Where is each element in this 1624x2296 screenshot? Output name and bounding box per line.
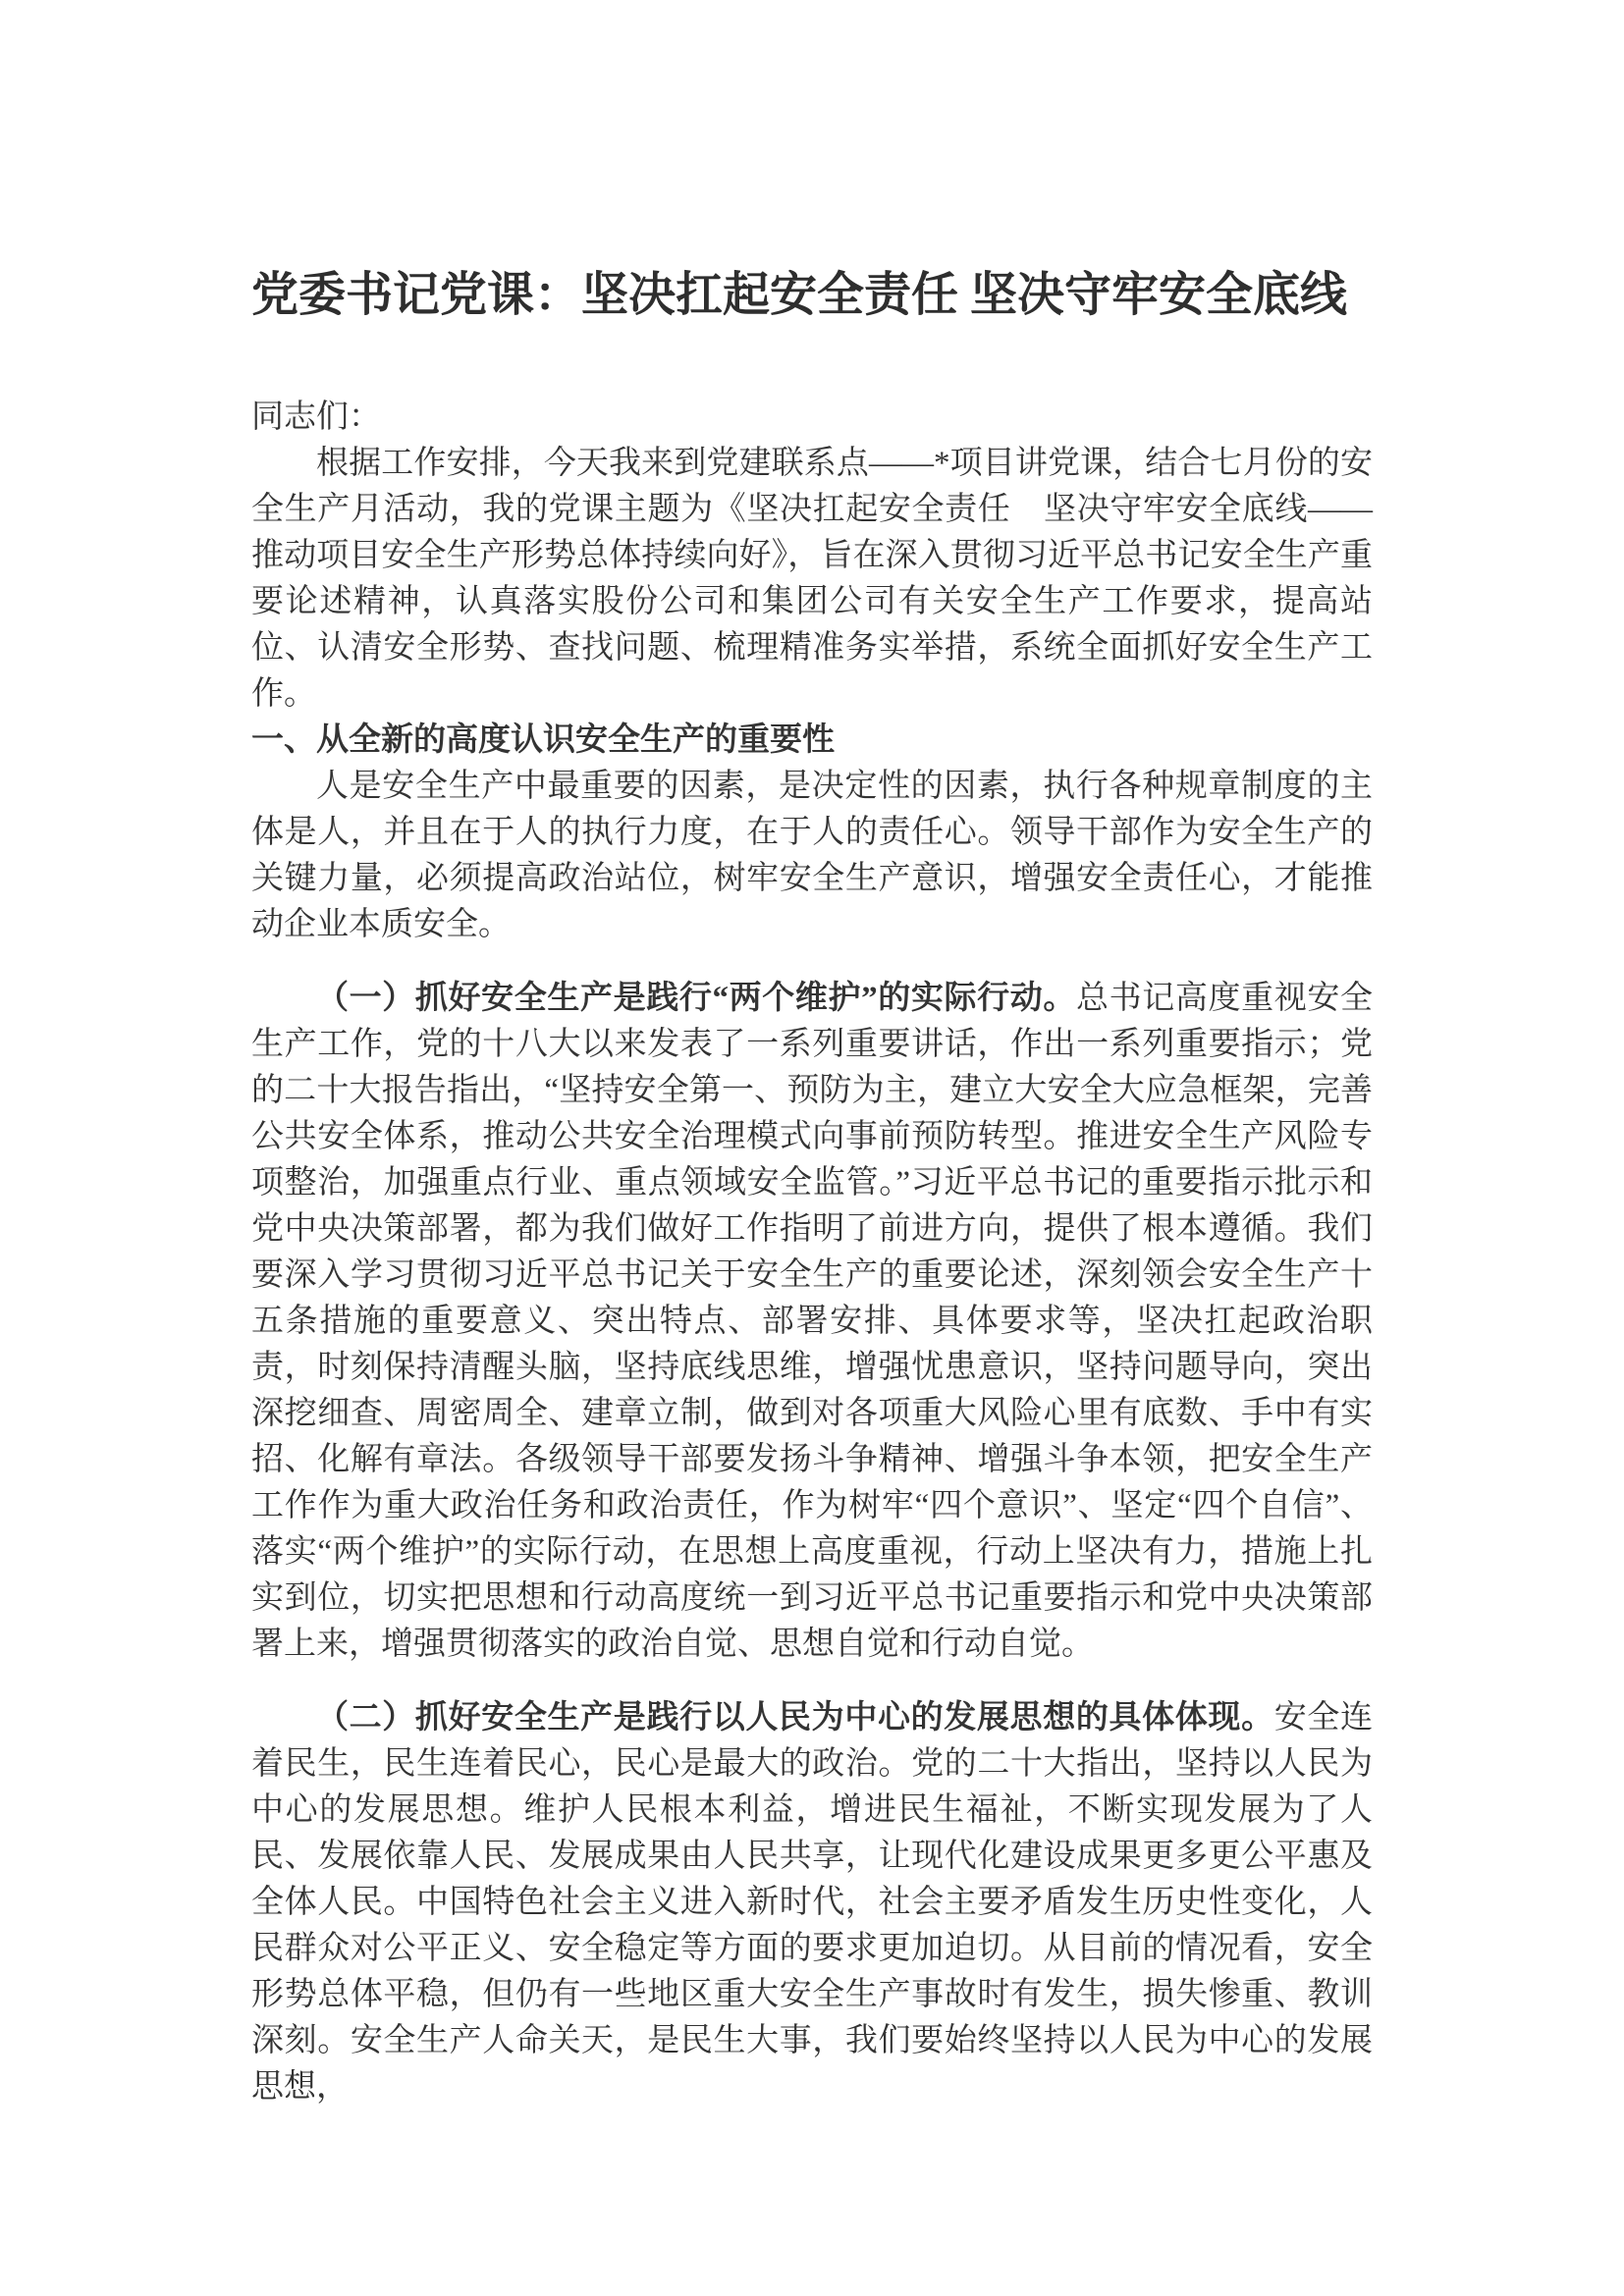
section-1-heading: 一、从全新的高度认识安全生产的重要性 bbox=[251, 721, 835, 758]
point-2-lead: （二）抓好安全生产是践行以人民为中心的发展思想的具体体现。 bbox=[316, 1699, 1274, 1735]
section-1-point-2-paragraph bbox=[251, 1695, 1373, 2110]
intro-paragraph: 根据工作安排，今天我来到党建联系点——*项目讲党课，结合七月份的安全生产月活动，我的党课主题为《坚决扛起安全责任 坚决守牢安全底线——推动项目安全生产形势总体持续向好》，旨在深入贯彻习近平总书记安全生产重要论述精神，认真落实股份公司和集团公司有关安全生产工作要求，提高站位、认清安全形势、查找问题、梳理精准务实举措，系统全面抓好安全生产工作。 bbox=[251, 445, 1373, 712]
point-2-body: 安全连着民生，民生连着民心，民心是最大的政治。党的二十大指出，坚持以人民为中心的发展思想。维护人民根本利益，增进民生福祉，不断实现发展为了人民、发展依靠人民、发展成果由人民共享，让现代化建设成果更多更公平惠及全体人民。中国特色社会主义进入新时代，社会主要矛盾发生历史性变化，人民群众对公平正义、安全稳定等方面的要求更加迫切。从目前的情况看，安全形势总体平稳，但仍有一些地区重大安全生产事故时有发生，损失惨重、教训深刻。安全生产人命关天，是民生大事，我们要始终坚持以人民为中心的发展思想， bbox=[251, 1699, 1374, 2105]
salutation: 同志们： bbox=[251, 399, 381, 435]
point-1-lead: （一）抓好安全生产是践行“两个维护”的实际行动。 bbox=[316, 980, 1076, 1016]
section-1-opening-paragraph: 人是安全生产中最重要的因素，是决定性的因素，执行各种规章制度的主体是人，并且在于人的执行力度，在于人的责任心。领导干部作为安全生产的关键力量，必须提高政治站位，树牢安全生产意识，增强安全责任心，才能推动企业本质安全。 bbox=[251, 768, 1373, 942]
document-title: 党委书记党课：坚决扛起安全责任 坚决守牢安全底线 bbox=[251, 269, 1348, 321]
section-1-point-1-paragraph bbox=[251, 976, 1373, 1668]
point-1-body: 总书记高度重视安全生产工作，党的十八大以来发表了一系列重要讲话，作出一系列重要指示；党的二十大报告指出，“坚持安全第一、预防为主，建立大安全大应急框架，完善公共安全体系，推动公共安全治理模式向事前预防转型。推进安全生产风险专项整治，加强重点行业、重点领域安全监管。”习近平总书记的重要指示批示和党中央决策部署，都为我们做好工作指明了前进方向，提供了根本遵循。我们要深入学习贯彻习近平总书记关于安全生产的重要论述，深刻领会安全生产十五条措施的重要意义、突出特点、部署安排、具体要求等，坚决扛起政治职责，时刻保持清醒头脑，坚持底线思维，增强忧患意识，坚持问题导向，突出深挖细查、周密周全、建章立制，做到对各项重大风险心里有底数、手中有实招、化解有章法。各级领导干部要发扬斗争精神、增强斗争本领，把安全生产工作作为重大政治任务和政治责任，作为树牢“四个意识”、坚定“四个自信”、落实“两个维护”的实际行动，在思想上高度重视，行动上坚决有力，措施上扎实到位，切实把思想和行动高度统一到习近平总书记重要指示和党中央决策部署上来，增强贯彻落实的政治自觉、思想自觉和行动自觉。 bbox=[251, 980, 1373, 1662]
